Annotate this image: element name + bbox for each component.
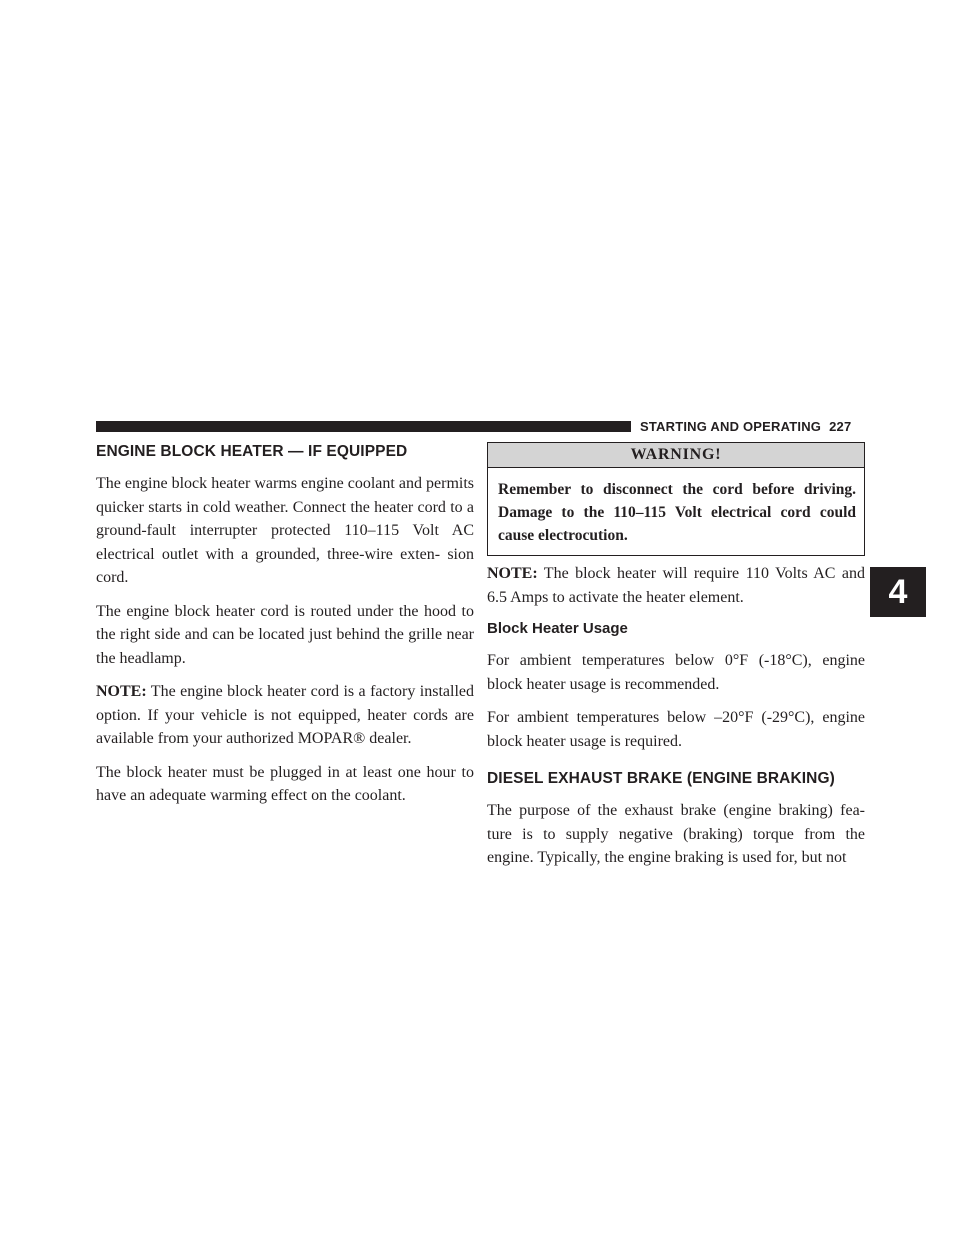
warning-title: WARNING!: [488, 443, 864, 468]
page-number: 227: [829, 419, 852, 434]
right-column: [487, 442, 865, 880]
note-text: The engine block heater cord is a factory installed option. If your vehicle is not equipped, heater cords are available from your authorized MOPAR® dealer.: [96, 683, 474, 747]
paragraph: The engine block heater cord is routed under the hood to the right side and can be located just behind the grille near the headlamp.: [96, 602, 474, 667]
paragraph: The engine block heater warms engine coolant and permits quicker starts in cold weather. Connect the heater cord to a ground-fault interrupter protected 110–115 Volt AC electrical outlet with a grounded, three-wire exten- sion cord.: [96, 475, 474, 586]
note-text: The block heater will require 110 Volts AC and 6.5 Amps to activate the heater element.: [487, 565, 865, 606]
section-title: STARTING AND OPERATING: [640, 419, 822, 434]
note-label: NOTE:: [487, 565, 538, 582]
warning-box: [487, 442, 865, 556]
paragraph: The block heater must be plugged in at least one hour to have an adequate warming effect on the coolant.: [96, 763, 474, 804]
note-paragraph: [96, 680, 474, 751]
section-heading-diesel-exhaust-brake: DIESEL EXHAUST BRAKE (ENGINE BRAKING): [487, 770, 835, 787]
left-column: [96, 442, 474, 818]
section-heading-engine-block-heater: ENGINE BLOCK HEATER — IF EQUIPPED: [96, 443, 408, 460]
header-rule: [96, 421, 631, 432]
note-paragraph: [487, 562, 865, 609]
paragraph: For ambient temperatures below 0°F (-18°C), engine block heater usage is recommended.: [487, 652, 865, 693]
warning-text: Remember to disconnect the cord before driving. Damage to the 110–115 Volt electrical cord could cause electrocution.: [498, 481, 856, 544]
note-label: NOTE:: [96, 683, 147, 700]
chapter-tab: 4: [870, 567, 926, 617]
running-header: [640, 418, 851, 436]
paragraph: The purpose of the exhaust brake (engine braking) fea- ture is to supply negative (braking) torque from the engine. Typically, the engine braking is used for, but not: [487, 802, 865, 866]
subheading-block-heater-usage: Block Heater Usage: [487, 620, 628, 637]
paragraph: For ambient temperatures below –20°F (-29°C), engine block heater usage is required.: [487, 709, 865, 750]
